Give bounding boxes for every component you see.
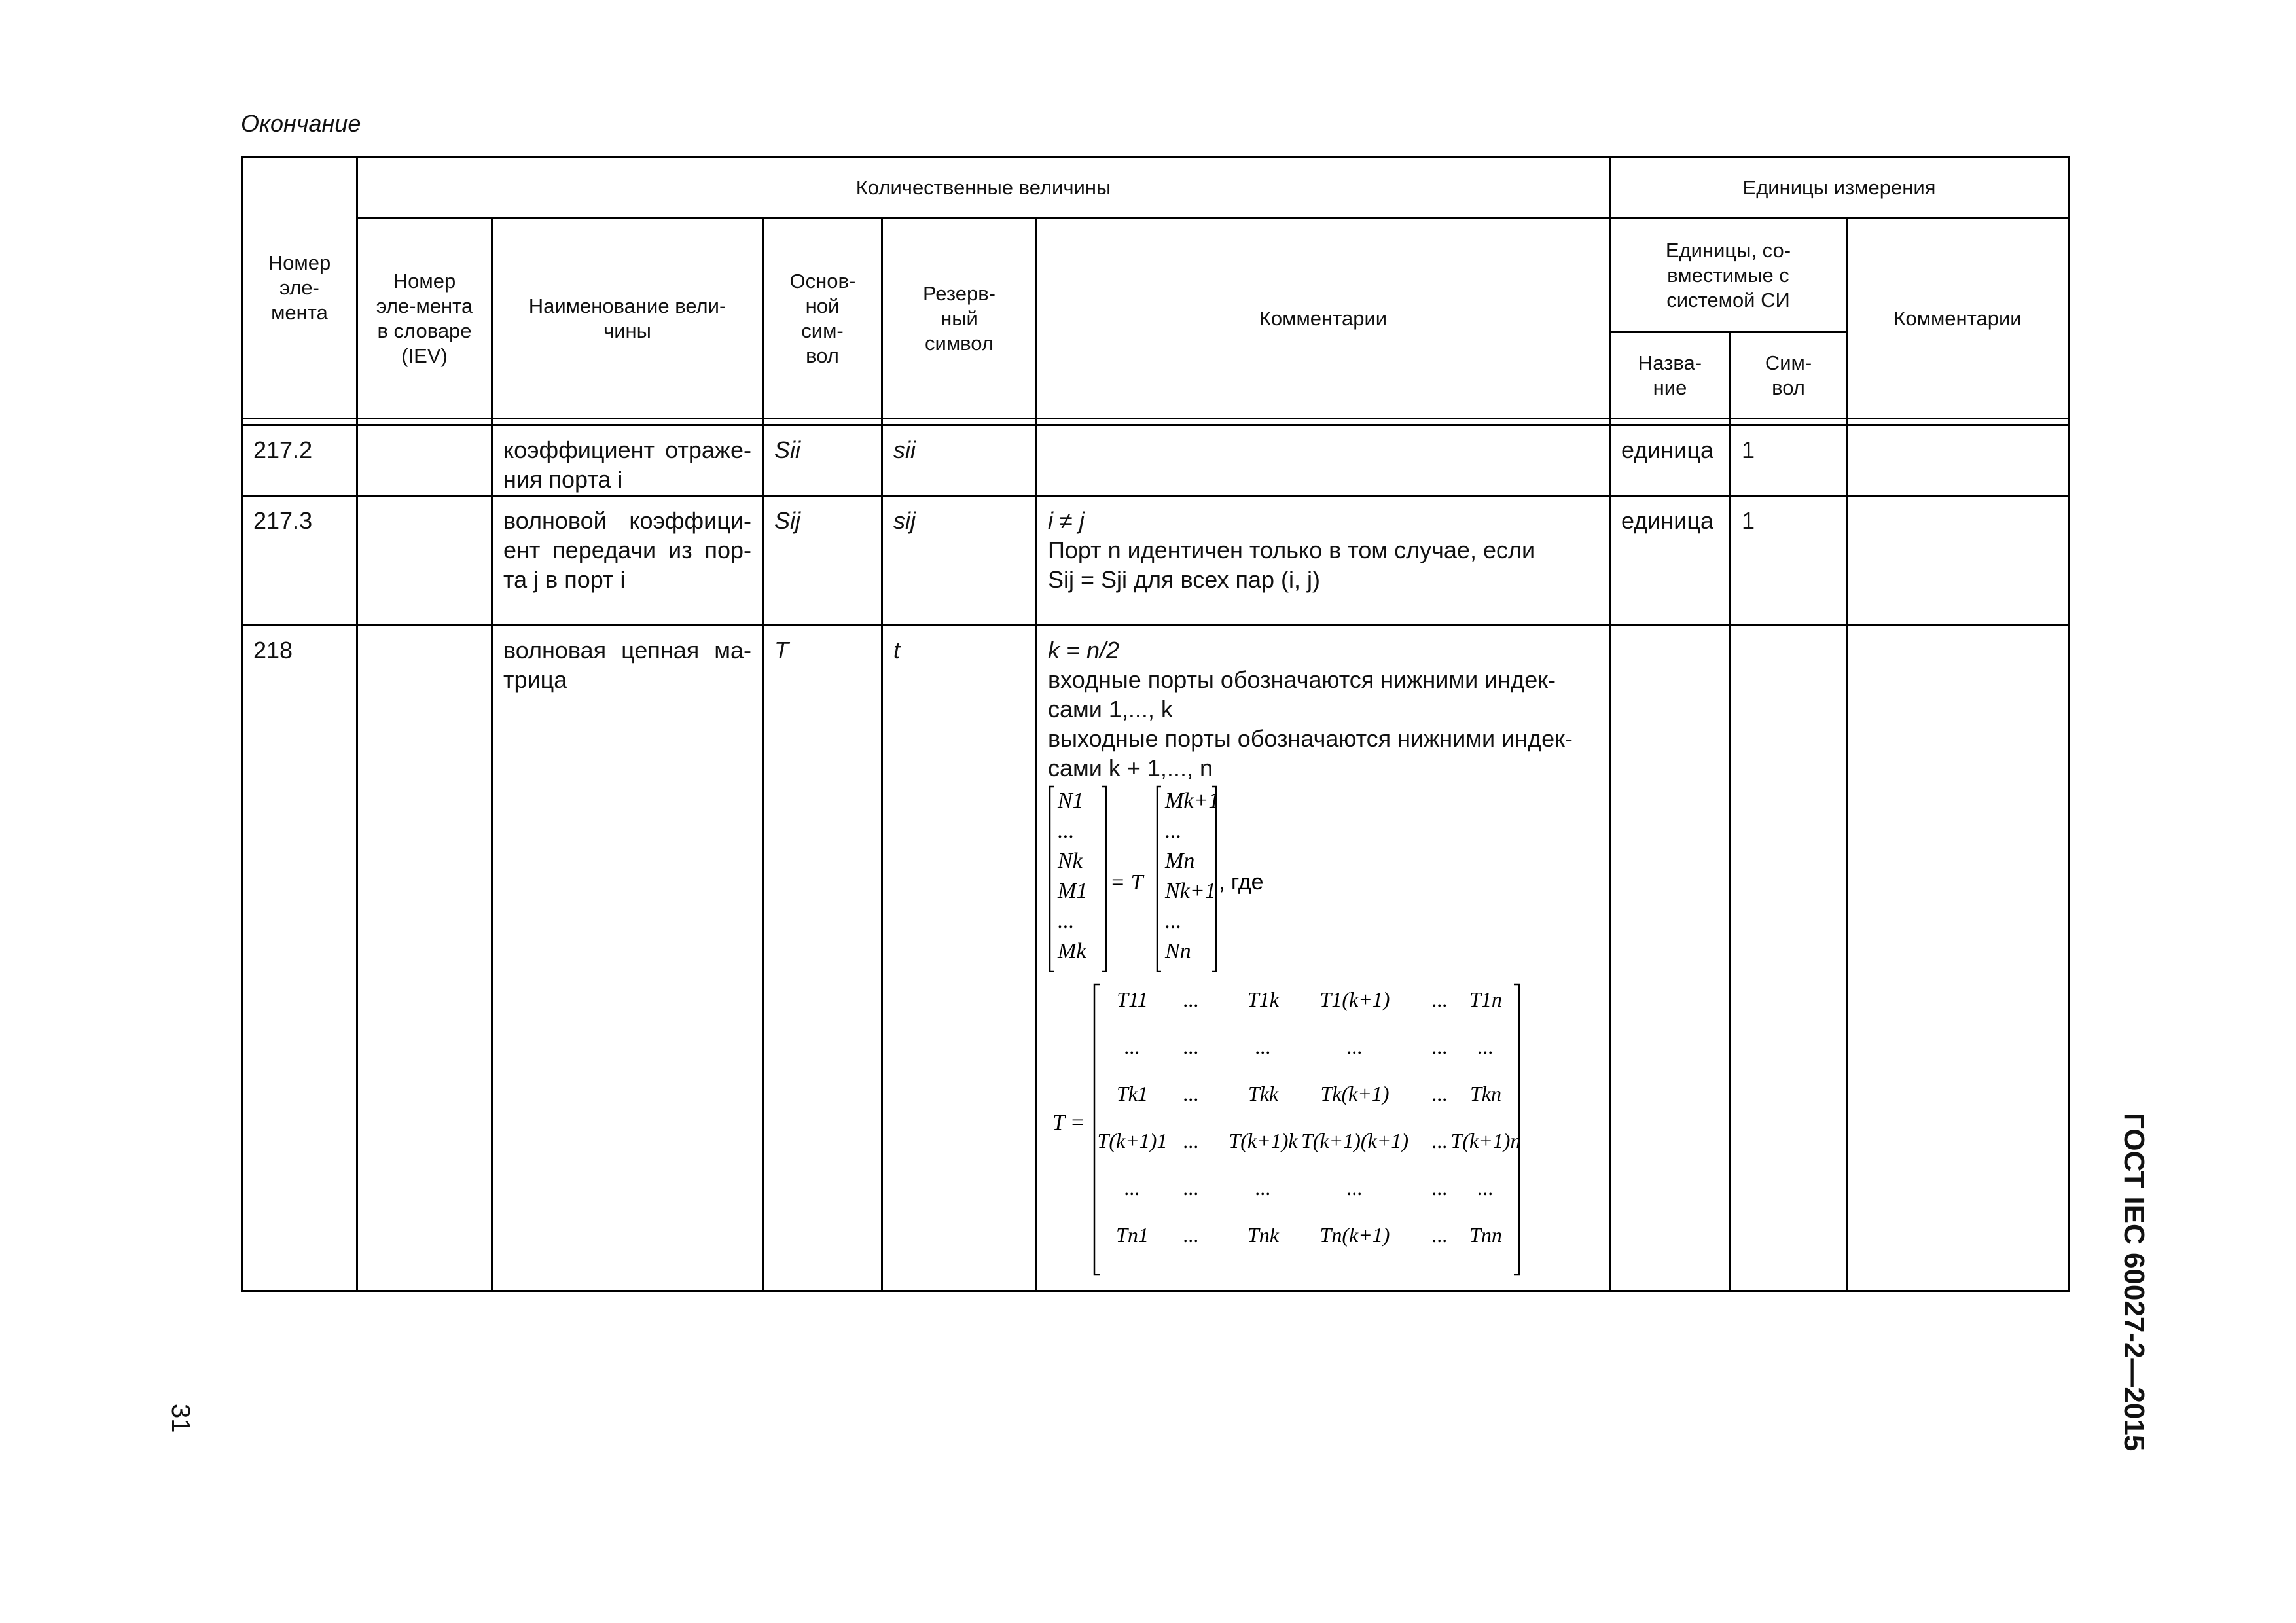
comment-line: i ≠ j	[1048, 507, 1085, 534]
matrix-cell: ...	[1183, 1223, 1199, 1247]
row-218-main-symbol: T	[774, 637, 789, 664]
matrix-cell: ...	[1432, 988, 1448, 1011]
comment-line: сами k + 1,..., n	[1048, 755, 1213, 781]
comment-line: Порт n идентичен только в том случае, если	[1048, 537, 1535, 563]
vector-entry: M1	[1058, 879, 1088, 903]
header-quantities-group: Количественные величины	[855, 175, 1111, 199]
matrix-cell: Tnk	[1247, 1223, 1279, 1247]
row-217-3-number: 217.3	[253, 507, 313, 534]
row-217-3-main-symbol: Sij	[774, 507, 801, 534]
matrix-cell: T(k+1)(k+1)	[1300, 1129, 1409, 1152]
row-217-2-number: 217.2	[253, 437, 313, 463]
header-unit-comments: Комментарии	[1893, 306, 2022, 330]
matrix-cell: T1(k+1)	[1319, 988, 1390, 1011]
matrix-cells	[1098, 988, 1521, 1247]
matrix-cell: ...	[1255, 1035, 1271, 1058]
matrix-cell: ...	[1432, 1082, 1448, 1105]
vector-entry: ...	[1165, 819, 1182, 843]
matrix-cell: Tkn	[1470, 1082, 1501, 1105]
matrix-cell: ...	[1347, 1176, 1363, 1200]
vector-entry: Mn	[1165, 849, 1195, 873]
row-217-3-unit-symbol: 1	[1742, 507, 1755, 534]
header-unit-symbol: Сим-вол	[1765, 351, 1812, 399]
matrix-cell: T(k+1)n	[1450, 1129, 1521, 1152]
header-comments: Комментарии	[1259, 306, 1388, 330]
matrix-cell: ...	[1183, 1082, 1199, 1105]
table-caption: Окончание	[241, 110, 361, 137]
row-217-2-reserve-symbol: sii	[893, 437, 916, 463]
matrix-cell: ...	[1124, 1176, 1140, 1200]
matrix-cell: ...	[1478, 1176, 1494, 1200]
matrix-cell: Tk(k+1)	[1320, 1082, 1390, 1105]
matrix-cell: ...	[1183, 988, 1199, 1011]
matrix-cell: ...	[1478, 1035, 1494, 1058]
vector-entry: ...	[1165, 909, 1182, 933]
comment-line: k = n/2	[1048, 637, 1120, 664]
vector-entry: Nk+1	[1165, 879, 1216, 903]
matrix-cell: T(k+1)1	[1097, 1129, 1168, 1152]
vector-entry: N1	[1058, 789, 1084, 813]
data-table	[241, 156, 2070, 1292]
matrix-cell: T(k+1)k	[1229, 1129, 1298, 1152]
matrix-label: T =	[1052, 1111, 1085, 1135]
header-quantity-name: Наименование вели-чины	[528, 294, 726, 342]
matrix-cell: ...	[1432, 1035, 1448, 1058]
where-text: , где	[1219, 870, 1264, 895]
header-iev-number: Номер эле-мента в словаре (IEV)	[376, 269, 473, 367]
equals-t: = T	[1110, 870, 1143, 895]
matrix-cell: Tnn	[1469, 1223, 1502, 1247]
page-number: 31	[166, 1404, 195, 1433]
row-217-3-name: волновой коэффици-ент передачи из пор-та j в порт i	[503, 507, 751, 593]
matrix-cell: Tn(k+1)	[1319, 1223, 1390, 1247]
matrix-cell: ...	[1347, 1035, 1363, 1058]
matrix-cell: ...	[1124, 1035, 1140, 1058]
header-si-units: Единицы, со-вместимые с системой СИ	[1665, 238, 1791, 312]
row-218-number: 218	[253, 637, 293, 664]
left-vector	[1057, 789, 1087, 963]
vector-entry: Nk	[1058, 849, 1083, 873]
right-vector	[1164, 789, 1219, 963]
matrix-cell: ...	[1183, 1129, 1199, 1152]
matrix-cell: Tn1	[1116, 1223, 1149, 1247]
matrix-cell: ...	[1432, 1129, 1448, 1152]
row-218-comment	[1037, 626, 1609, 783]
header-element-number: Номер эле-мента	[268, 251, 331, 324]
row-217-2-name: коэффициент отраже-ния порта i	[503, 437, 751, 493]
matrix-cell: ...	[1255, 1176, 1271, 1200]
matrix-cell: Tk1	[1117, 1082, 1148, 1105]
comment-line: Sij = Sji для всех пар (i, j)	[1048, 566, 1321, 593]
row-217-2-unit-symbol: 1	[1742, 437, 1755, 463]
matrix-cell: T1n	[1469, 988, 1502, 1011]
vector-entry: ...	[1058, 909, 1075, 933]
row-217-3-comment	[1037, 497, 1609, 594]
vector-entry: Mk	[1058, 939, 1086, 963]
matrix-cell: T1k	[1247, 988, 1279, 1011]
vector-entry: Nn	[1165, 939, 1191, 963]
t-matrix	[1047, 980, 1545, 1281]
row-217-2-main-symbol: Sii	[774, 437, 801, 463]
row-217-2-unit-name: единица	[1621, 437, 1713, 463]
matrix-cell: ...	[1183, 1176, 1199, 1200]
matrix-cell: ...	[1432, 1223, 1448, 1247]
header-unit-name: Назва-ние	[1638, 351, 1702, 399]
vector-entry: Mk+1	[1165, 789, 1220, 813]
comment-line: выходные порты обозначаются нижними индек-	[1048, 725, 1573, 752]
vector-entry: ...	[1058, 819, 1075, 843]
row-217-3-reserve-symbol: sij	[893, 507, 916, 534]
comment-line: сами 1,..., k	[1048, 696, 1173, 722]
header-reserve-symbol: Резерв-ный символ	[922, 281, 996, 355]
header-main-symbol: Основ-ной сим-вол	[789, 269, 856, 367]
matrix-cell: Tkk	[1247, 1082, 1279, 1105]
row-218-name: волновая цепная ма-трица	[503, 637, 751, 693]
document-standard-title: ГОСТ IEC 60027-2—2015	[2118, 1113, 2150, 1452]
matrix-cell: ...	[1183, 1035, 1199, 1058]
header-units-group: Единицы измерения	[1742, 175, 1936, 199]
row-218-reserve-symbol: t	[893, 637, 901, 664]
matrix-cell: T11	[1117, 988, 1148, 1011]
matrix-cell: ...	[1432, 1176, 1448, 1200]
vector-equation	[1047, 784, 1322, 974]
row-217-3-unit-name: единица	[1621, 507, 1713, 534]
comment-line: входные порты обозначаются нижними индек-	[1048, 666, 1556, 693]
